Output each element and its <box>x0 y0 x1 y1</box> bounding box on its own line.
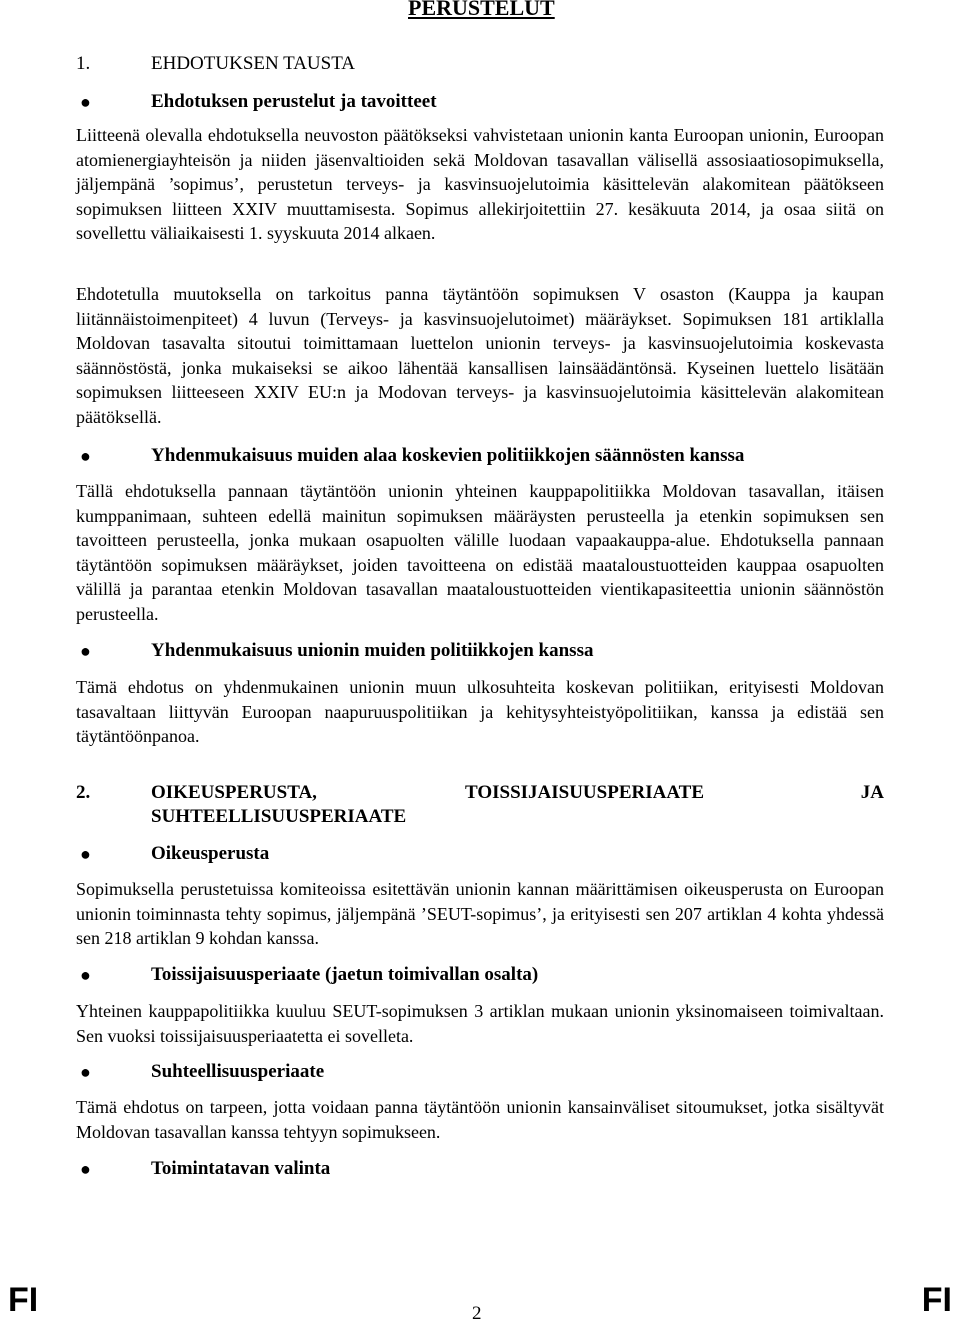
bullet-icon: ● <box>80 446 91 466</box>
subsection-2-3-para <box>76 1095 884 1144</box>
bullet-icon: ● <box>80 844 91 864</box>
paragraph: Tällä ehdotuksella pannaan täytäntöön unionin yhteinen kauppapolitiikka Moldovan tasavallan, itäisen kumppanimaan, suhteen edellä mainitun sopimuksen määräysten perusteella ja etenkin sopimuksen sen tavoitteen perusteella, jonka mukaan osapuolten välille luodaan vapaakauppa-alue. Ehdotuksella pannaan täytäntöön sopimuksen määräykset, joiden tavoitteena on edistää maataloustuotteiden kauppaa osapuolten välillä ja parantaa etenkin Moldovan tasavallan maataloustuotteiden vientikapasiteettia unionin säännöstön perusteella. <box>76 481 884 624</box>
section-1-number: 1. <box>76 53 91 74</box>
footer-language-left: FI <box>8 1281 39 1319</box>
page-number: 2 <box>472 1303 482 1324</box>
subsection-2-3 <box>76 1060 884 1084</box>
paragraph: Tämä ehdotus on tarpeen, jotta voidaan panna täytäntöön unionin kansainväliset sitoumukset, jotka sisältyvät Moldovan tasavallan kanssa tehtyyn sopimukseen. <box>76 1097 884 1142</box>
section-2-heading <box>76 781 884 829</box>
subsection-2-1-title: Oikeusperusta <box>151 843 270 864</box>
subsection-2-3-title: Suhteellisuusperiaate <box>151 1061 325 1082</box>
subsection-1-1 <box>76 90 884 114</box>
paragraph: Tämä ehdotus on yhdenmukainen unionin muun ulkosuhteita koskevan politiikan, erityisesti Moldovan tasavaltaan liittyvän Euroopan naapuruuspolitiikan ja kehitysyhteistyöpolitiikan, kanssa ja edistää sen täytäntöönpanoa. <box>76 677 884 747</box>
subsection-2-2-title: Toissijaisuusperiaate (jaetun toimivallan osalta) <box>151 964 539 985</box>
bullet-icon: ● <box>80 1159 91 1179</box>
section-1-heading <box>76 52 884 76</box>
bullet-icon: ● <box>80 965 91 985</box>
paragraph: Liitteenä olevalla ehdotuksella neuvoston päätökseksi vahvistetaan unionin kanta Euroopan unionin, Euroopan atomienergiayhteisön ja niiden jäsenvaltioiden sekä Moldovan tasavallan välisellä assosiaatiosopimuksella, jäljempänä ’sopimus’, perustetun terveys- ja kasvinsuojelutoimia käsittelevän alakomitean päätökseen sopimuksen liitteen XXIV muuttamisesta. Sopimus allekirjoitettiin 27. kesäkuuta 2014, ja osaa siitä on sovellettu väliaikaisesti 1. syyskuuta 2014 alkaen. <box>76 125 884 244</box>
subsection-1-3 <box>76 639 884 663</box>
bullet-icon: ● <box>80 92 91 112</box>
subsection-2-1 <box>76 842 884 866</box>
paragraph: Ehdotetulla muutoksella on tarkoitus panna täytäntöön sopimuksen V osaston (Kauppa ja kaupan liitännäistoimenpiteet) 4 luvun (Terveys- ja kasvinsuojelutoimet) määräykset. Sopimuksen 181 artiklalla Moldovan tasavalta sitoutui toimittamaan luettelon unionin terveys- ja kasvinsuojelutoimia koskevasta säännöstöstä, jonka mukaiseksi se aikoo lähentää kansallisen lainsäädäntönsä. Kyseinen luettelo lisätään sopimuksen liitteeseen XXIV EU:n ja Modovan terveys- ja kasvinsuojelutoimia käsittelevän alakomitean päätöksellä. <box>76 284 884 427</box>
section-2-number: 2. <box>76 782 91 803</box>
bullet-icon: ● <box>80 1062 91 1082</box>
section-2-title-b: TOISSIJAISUUSPERIAATE <box>465 782 704 803</box>
footer-language-right: FI <box>921 1281 952 1319</box>
subsection-1-2 <box>76 444 884 468</box>
subsection-1-1-para-2 <box>76 282 884 430</box>
subsection-2-2-para <box>76 999 884 1048</box>
subsection-1-3-para <box>76 675 884 749</box>
section-2-title-c: JA <box>860 782 884 803</box>
section-2-title-a: OIKEUSPERUSTA, <box>151 782 317 803</box>
subsection-1-2-para <box>76 479 884 627</box>
subsection-1-2-title: Yhdenmukaisuus muiden alaa koskevien politiikkojen säännösten kanssa <box>151 445 745 466</box>
paragraph: Yhteinen kauppapolitiikka kuuluu SEUT-sopimuksen 3 artiklan mukaan unionin yksinomaiseen toimivaltaan. Sen vuoksi toissijaisuusperiaatetta ei sovelleta. <box>76 1001 884 1046</box>
subsection-2-4-title: Toimintatavan valinta <box>151 1158 331 1179</box>
subsection-2-4 <box>76 1157 884 1181</box>
subsection-2-1-para <box>76 877 884 951</box>
subsection-1-1-title: Ehdotuksen perustelut ja tavoitteet <box>151 91 437 112</box>
subsection-1-1-para-1 <box>76 123 884 246</box>
subsection-2-2 <box>76 963 884 987</box>
paragraph: Sopimuksella perustetuissa komiteoissa esitettävän unionin kannan määrittämisen oikeusperusta on Euroopan unionin toiminnasta tehty sopimus, jäljempänä ’SEUT-sopimus’, ja erityisesti sen 207 artiklan 4 kohta yhdessä sen 218 artiklan 9 kohdan kanssa. <box>76 879 884 949</box>
section-2-title-d: SUHTEELLISUUSPERIAATE <box>151 806 407 827</box>
document-header-title: PERUSTELUT <box>408 0 555 20</box>
bullet-icon: ● <box>80 641 91 661</box>
section-1-title: EHDOTUKSEN TAUSTA <box>151 53 356 74</box>
subsection-1-3-title: Yhdenmukaisuus unionin muiden politiikkojen kanssa <box>151 640 594 661</box>
